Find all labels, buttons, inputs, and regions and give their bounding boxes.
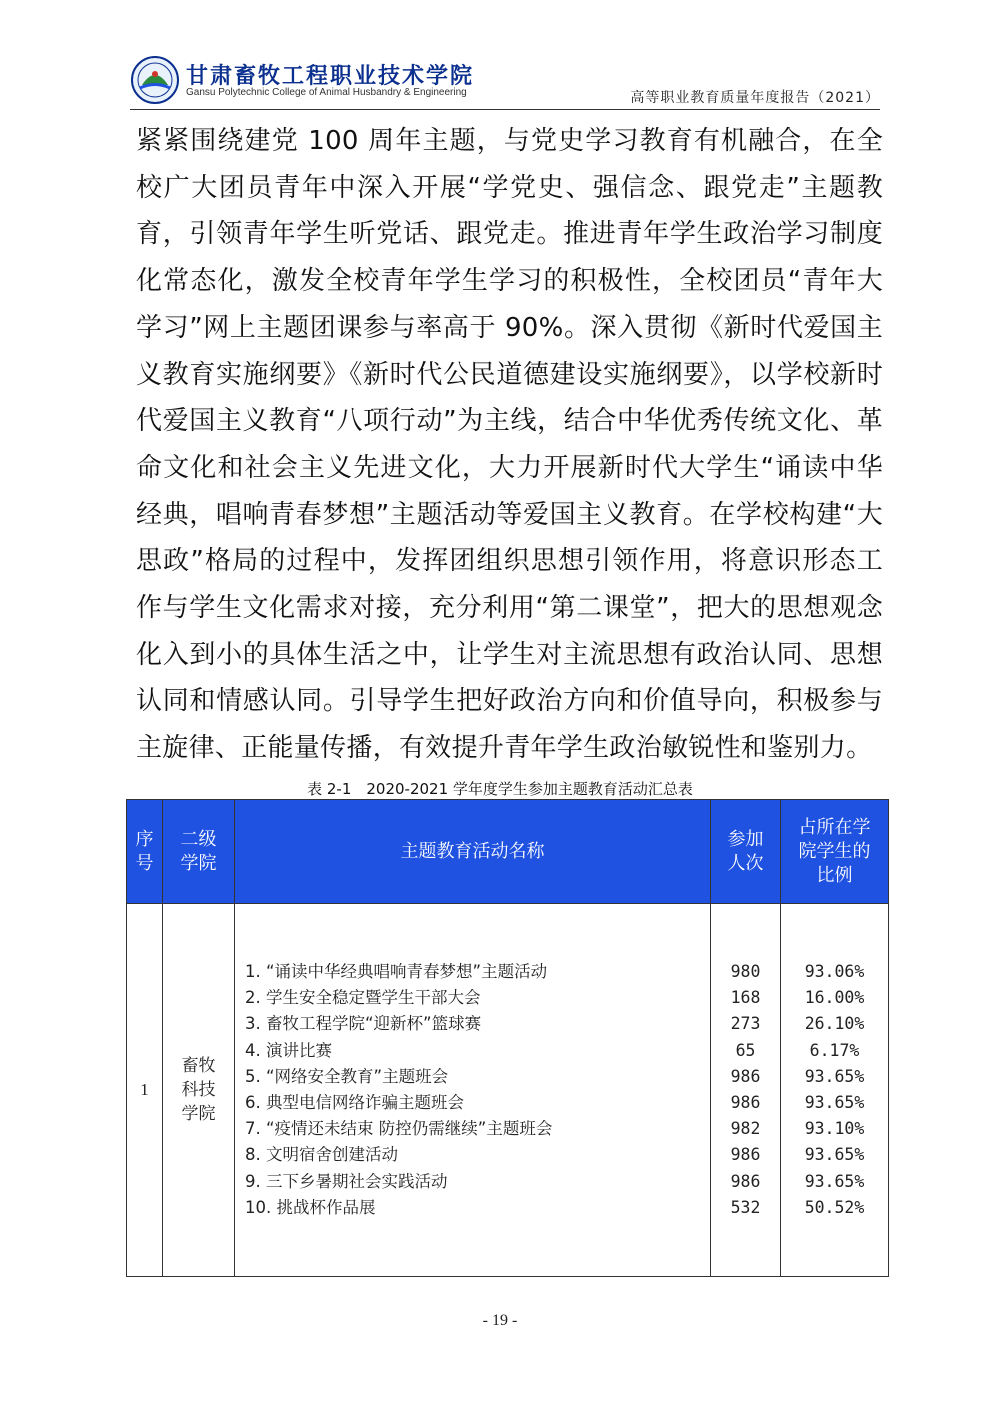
ratio-value: 50.52% xyxy=(804,1197,865,1217)
participant-count: 986 xyxy=(730,1171,761,1191)
header-activity: 主题教育活动名称 xyxy=(235,800,711,904)
participant-count: 986 xyxy=(730,1093,761,1112)
school-emblem-icon xyxy=(130,55,180,105)
ratio-list xyxy=(781,959,888,1221)
row-seq: 1 xyxy=(127,904,163,1277)
header-ratio: 占所在学院学生的比例 xyxy=(781,800,889,904)
school-name-cn: 甘肃畜牧工程职业技术学院 xyxy=(186,64,475,89)
participant-count: 982 xyxy=(730,1119,761,1139)
participant-count: 980 xyxy=(730,961,761,981)
school-name-en: Gansu Polytechnic College of Animal Husbandry & Engineering xyxy=(186,87,467,98)
list-item: 4. 演讲比赛 xyxy=(245,1040,332,1060)
row-activities xyxy=(235,904,711,1277)
body-paragraph: 紧紧围绕建党 100 周年主题，与党史学习教育有机融合，在全校广大团员青年中深入开展“学党史、强信念、跟党走”主题教育，引领青年学生听党话、跟党走。推进青年学生政治学习制度化常态化，激发全校青年学生学习的积极性，全校团员“青年大学习”网上主题团课参与率高于 90%。深入贯彻《新时代爱国主义教育实施纲要》《新时代公民道德建设实施纲要》，以学校新时代爱国主义教育“八项行动”为主线，结合中华优秀传统文化、革命文化和社会主义先进文化，大力开展新时代大学生“诵读中华经典，唱响青春梦想”主题活动等爱国主义教育。在学校构建“大思政”格局的过程中，发挥团组织思想引领作用，将意识形态工作与学生文化需求对接，充分利用“第二课堂”，把大的思想观念化入到小的具体生活之中，让学生对主流思想有政治认同、思想认同和情感认同。引导学生把好政治方向和价值导向，积极参与主旋律、正能量传播，有效提升青年学生政治敏锐性和鉴别力。 xyxy=(136,126,883,764)
report-title: 高等职业教育质量年度报告（2021） xyxy=(630,90,880,106)
list-item: 10. 挑战杯作品展 xyxy=(245,1197,376,1217)
row-participants xyxy=(711,904,781,1277)
ratio-value: 6.17% xyxy=(809,1040,860,1060)
list-item: 3. 畜牧工程学院“迎新杯”篮球赛 xyxy=(245,1014,482,1034)
list-item: 1. “诵读中华经典唱响青春梦想”主题活动 xyxy=(245,961,548,981)
row-ratios xyxy=(781,904,889,1277)
ratio-value: 93.65% xyxy=(804,1171,865,1191)
participant-count: 986 xyxy=(730,1066,761,1086)
header-seq: 序号 xyxy=(127,800,163,904)
ratio-value: 93.10% xyxy=(804,1119,865,1139)
participant-count: 65 xyxy=(735,1040,756,1060)
activity-list xyxy=(235,959,710,1221)
participant-count: 986 xyxy=(730,1145,761,1165)
header-participants: 参加人次 xyxy=(711,800,781,904)
header-divider xyxy=(130,109,880,110)
ratio-value: 93.65% xyxy=(804,1066,865,1086)
participants-list xyxy=(711,959,780,1221)
row-college: 畜牧科技学院 xyxy=(163,904,235,1277)
list-item: 7. “疫情还未结束 防控仍需继续”主题班会 xyxy=(245,1119,553,1139)
list-item: 9. 三下乡暑期社会实践活动 xyxy=(245,1171,448,1191)
ratio-value: 93.65% xyxy=(804,1093,865,1112)
ratio-value: 93.65% xyxy=(804,1145,865,1165)
page-number: - 19 - xyxy=(482,1312,518,1329)
table-row xyxy=(127,904,889,1277)
table-caption: 表 2-1 2020-2021 学年度学生参加主题教育活动汇总表 xyxy=(307,780,693,798)
list-item: 5. “网络安全教育”主题班会 xyxy=(245,1066,449,1086)
list-item: 8. 文明宿舍创建活动 xyxy=(245,1145,398,1165)
ratio-value: 16.00% xyxy=(804,988,865,1008)
participant-count: 532 xyxy=(730,1197,761,1217)
activity-summary-table xyxy=(126,799,889,1277)
list-item: 6. 典型电信网络诈骗主题班会 xyxy=(245,1093,464,1112)
ratio-value: 93.06% xyxy=(804,961,865,981)
page-header xyxy=(130,55,880,110)
table-header-row xyxy=(127,800,889,904)
participant-count: 273 xyxy=(730,1014,761,1034)
list-item: 2. 学生安全稳定暨学生干部大会 xyxy=(245,988,481,1008)
header-college: 二级学院 xyxy=(163,800,235,904)
participant-count: 168 xyxy=(730,988,761,1008)
ratio-value: 26.10% xyxy=(804,1014,865,1034)
